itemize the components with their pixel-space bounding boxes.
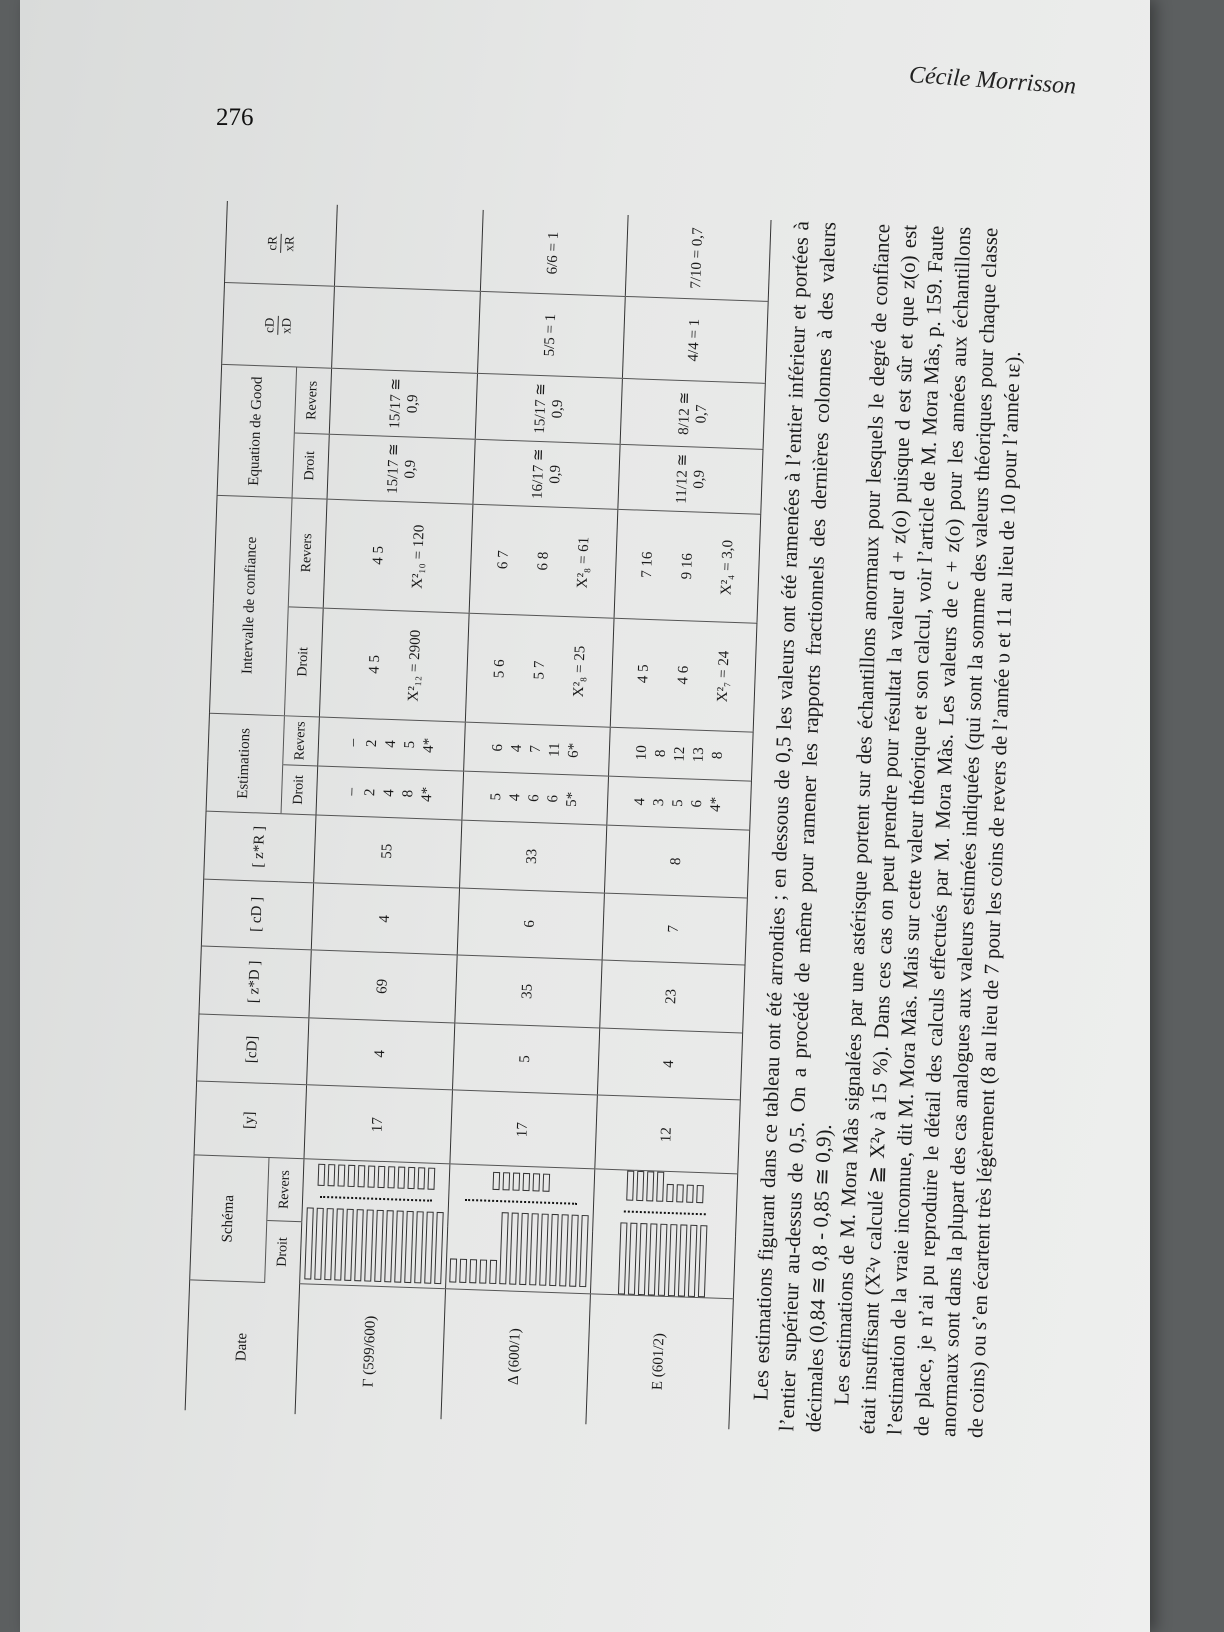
schema-revers-bars — [493, 1172, 551, 1192]
schema-diagram — [300, 1159, 449, 1288]
cell-est-revers: 6 4 7 11 6* — [463, 722, 610, 776]
cell-cd: 5 — [452, 1023, 599, 1096]
cell-y: 17 — [449, 1090, 597, 1169]
sub-eq-droit: Droit — [292, 432, 330, 499]
schema-diagram — [445, 1164, 594, 1293]
row-date: E (601/2) — [586, 1294, 734, 1430]
sub-schema-droit: Droit — [264, 1220, 302, 1283]
ratio-d-den: xD — [277, 317, 294, 335]
cell-est-revers: 10 8 12 13 8 — [608, 727, 753, 781]
cell-zd: 69 — [309, 950, 456, 1023]
cell-zr: 55 — [314, 815, 461, 888]
header-date: Date — [185, 1280, 300, 1415]
paragraph-1: Les estimations figurant dans ce tableau ont été arrondies ; en dessous de 0,5 les valeurs ont été ramenées à l’entier inférieur et portées à l’entier supérieur au-dessus de 0,5. On a procédé de même pour ramener les rapports fractionnels des dernières colonnes à des valeurs décimales (0,84 ≅ 0,8 - 0,85 ≅ 0,9). — [748, 220, 841, 1433]
cell-eq-revers: 15/17 ≅ 0,9 — [330, 368, 477, 438]
cell-cd: 4 — [307, 1018, 454, 1091]
cell-est-droit: – 2 4 8 4* — [316, 766, 463, 820]
die-estimation-table — [185, 201, 772, 1429]
schema-diagram — [590, 1169, 737, 1298]
cell-est-droit: 5 4 6 6 5* — [462, 771, 609, 825]
schema-droit-bars — [449, 1211, 588, 1288]
header-cd2: [ cD ] — [201, 879, 314, 950]
ratio-r-den: xR — [280, 236, 297, 252]
running-header-author: Cécile Morrisson — [908, 62, 1077, 100]
schema-droit-bars — [618, 1222, 707, 1297]
header-y: [y] — [194, 1081, 307, 1159]
cell-ratio-d: 4/4 = 1 — [622, 297, 768, 384]
cell-cd2: 6 — [457, 888, 604, 961]
cell-ratio-r — [335, 205, 483, 292]
ratio-r-num: cR — [264, 234, 282, 253]
schema-revers-bars — [318, 1164, 436, 1190]
cell-ratio-r: 6/6 = 1 — [480, 210, 628, 297]
sub-int-revers: Revers — [288, 498, 328, 608]
header-cd: [cD] — [197, 1014, 310, 1085]
ratio-d-num: cD — [261, 315, 279, 335]
header-estimations: Estimations — [206, 713, 284, 814]
rotated-content — [185, 201, 1052, 1439]
cell-zd: 35 — [454, 955, 601, 1028]
cell-int-droit: 5 6 5 7 X²₈ = 25 — [465, 613, 614, 727]
body-text — [746, 221, 1031, 1439]
cell-eq-droit: 16/17 ≅ 0,9 — [473, 439, 620, 509]
sub-est-revers: Revers — [282, 716, 319, 766]
header-zd: [ z*D ] — [199, 946, 312, 1017]
schema-dotted-line — [624, 1211, 706, 1216]
cell-cd2: 4 — [312, 883, 459, 956]
cell-eq-droit: 15/17 ≅ 0,9 — [327, 434, 474, 504]
schema-revers-bars — [627, 1171, 705, 1204]
cell-zd: 23 — [600, 960, 745, 1033]
book-page — [20, 0, 1150, 1632]
header-schema: Schéma — [190, 1155, 269, 1282]
header-ratio-r — [225, 201, 338, 287]
schema-dotted-line — [320, 1196, 432, 1202]
header-equation: Equation de Good — [217, 365, 296, 498]
cell-zr: 33 — [459, 820, 606, 893]
schema-dotted-line — [465, 1199, 577, 1205]
cell-int-revers: 7 16 9 16 X²₄ = 3,0 — [614, 509, 761, 623]
cell-eq-revers: 15/17 ≅ 0,9 — [475, 373, 622, 443]
schema-droit-bars — [304, 1207, 443, 1284]
header-intervalle: Intervalle de confiance — [209, 495, 291, 715]
cell-ratio-r: 7/10 = 0,7 — [625, 215, 771, 302]
cell-cd: 4 — [597, 1028, 742, 1101]
row-date: Δ (600/1) — [441, 1288, 591, 1424]
cell-cd2: 7 — [602, 893, 747, 966]
cell-est-droit: 4 3 5 6 4* — [607, 776, 752, 830]
cell-y: 17 — [304, 1085, 452, 1164]
cell-est-revers: – 2 4 5 4* — [318, 717, 465, 771]
cell-int-revers: 4 5 X²₁₀ = 120 — [324, 499, 473, 613]
paragraph-2: Les estimations de M. Mora Màs signalées par une astérisque portent sur des échantillons anormaux pour lesquels le degré de confiance était insuffisant (X²ν calculé ≧ X²ν à 15 %). Dans ces cas on peut prendre pour résultat la valeur d + z(o) puisque d est sûr et que z(o) est l’estimation de la vraie inconnue, dit M. Mora Màs. Mais sur cette valeur théorique et son calcul, voir l’article de M. Mora Màs, p. 159. Faute de place, je n’ai pu reproduire le détail des calculs effectués par M. Mora Màs. Les valeurs de c + z(o) pour les années aux échantillons anormaux sont dans la plupart des cas analogues aux valeurs estimées indiquées (qui sont la somme des valeurs théoriques pour chaque classe de coins) ou s’en écartent très légèrement (8 au lieu de 7 pour les coins de revers de l’année υ et 11 au lieu de 10 pour l’année ιε). — [829, 223, 1026, 1439]
cell-ratio-d: 5/5 = 1 — [477, 292, 625, 379]
cell-eq-droit: 11/12 ≅ 0,9 — [618, 444, 763, 514]
cell-ratio-d — [332, 287, 480, 374]
header-zr: [ z*R ] — [204, 811, 317, 882]
cell-int-droit: 4 5 X²₁₂ = 2900 — [320, 608, 469, 722]
sub-schema-revers: Revers — [266, 1158, 304, 1221]
sub-est-droit: Droit — [281, 765, 318, 815]
cell-eq-revers: 8/12 ≅ 0,7 — [620, 379, 765, 449]
cell-int-revers: 6 7 6 8 X²₈ = 61 — [469, 504, 618, 618]
cell-zr: 8 — [604, 825, 749, 898]
cell-y: 12 — [595, 1095, 741, 1174]
sub-eq-revers: Revers — [294, 367, 332, 434]
header-ratio-d — [222, 283, 335, 369]
page-number: 276 — [216, 104, 254, 131]
cell-int-droit: 4 5 4 6 X²₇ = 24 — [610, 618, 757, 732]
row-date: Γ (599/600) — [295, 1283, 445, 1419]
sub-int-droit: Droit — [284, 607, 324, 717]
